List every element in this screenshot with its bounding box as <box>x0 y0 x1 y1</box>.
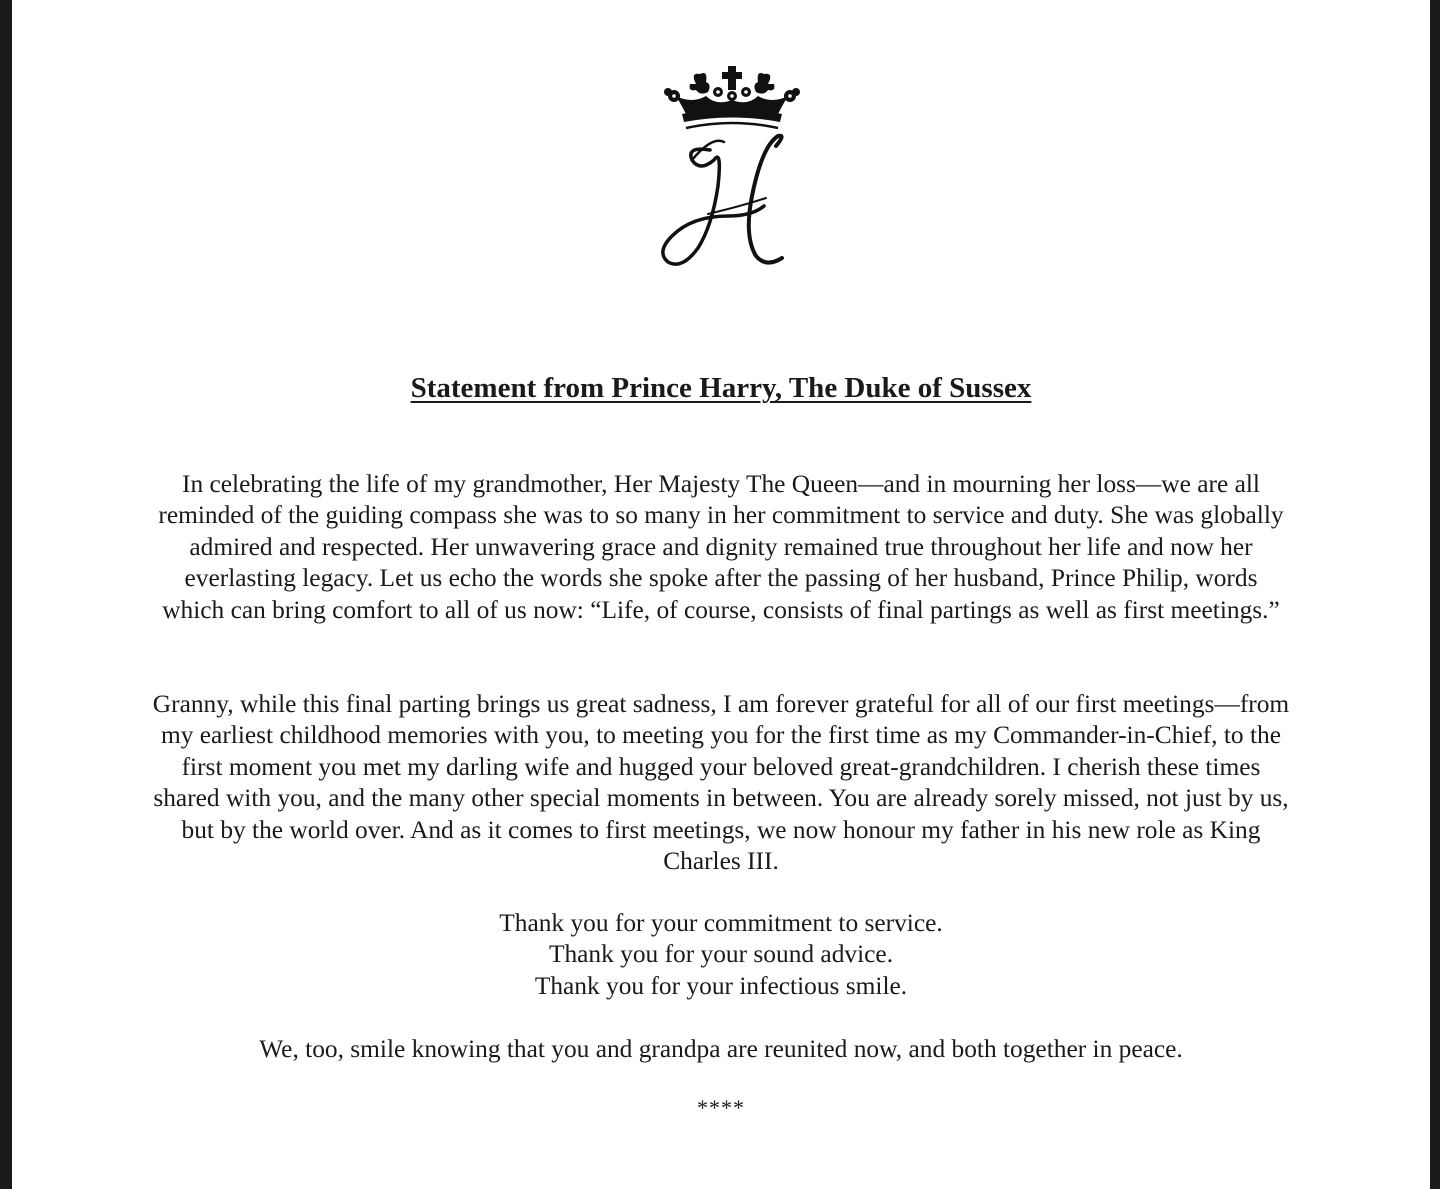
crowned-h-monogram-icon <box>652 66 812 272</box>
thanks-line-advice: Thank you for your sound advice. <box>548 940 894 968</box>
document-page <box>12 0 1430 1189</box>
thanks-line-smile: Thank you for your infectious smile. <box>534 972 908 1000</box>
document-title: Statement from Prince Harry, The Duke of Sussex <box>410 372 1032 404</box>
statement-paragraph-2: Granny, while this final parting brings us great sadness, I am forever grateful for all of our first meetings—from my earliest childhood memories with you, to meeting you for the first time as my Commander-in-Chief, to the first moment you met my darling wife and hugged your beloved great-grandchildren. I cherish these times shared with you, and the many other special moments in between. You are already sorely missed, not just by us, but by the world over. And as it comes to first meetings, we now honour my father in his new role as King Charles III. <box>152 690 1290 876</box>
end-mark: **** <box>697 1095 745 1120</box>
thanks-line-service: Thank you for your commitment to service. <box>499 909 943 937</box>
closing-line: We, too, smile knowing that you and grandpa are reunited now, and both together in peace. <box>259 1035 1183 1063</box>
statement-paragraph-1: In celebrating the life of my grandmother, Her Majesty The Queen—and in mourning her loss—we are all reminded of the guiding compass she was to so many in her commitment to service and duty. She was globally admired and respected. Her unwavering grace and dignity remained true throughout her life and now her everlasting legacy. Let us echo the words she spoke after the passing of her husband, Prince Philip, words which can bring comfort to all of us now: “Life, of course, consists of final partings as well as first meetings.” <box>158 470 1284 624</box>
